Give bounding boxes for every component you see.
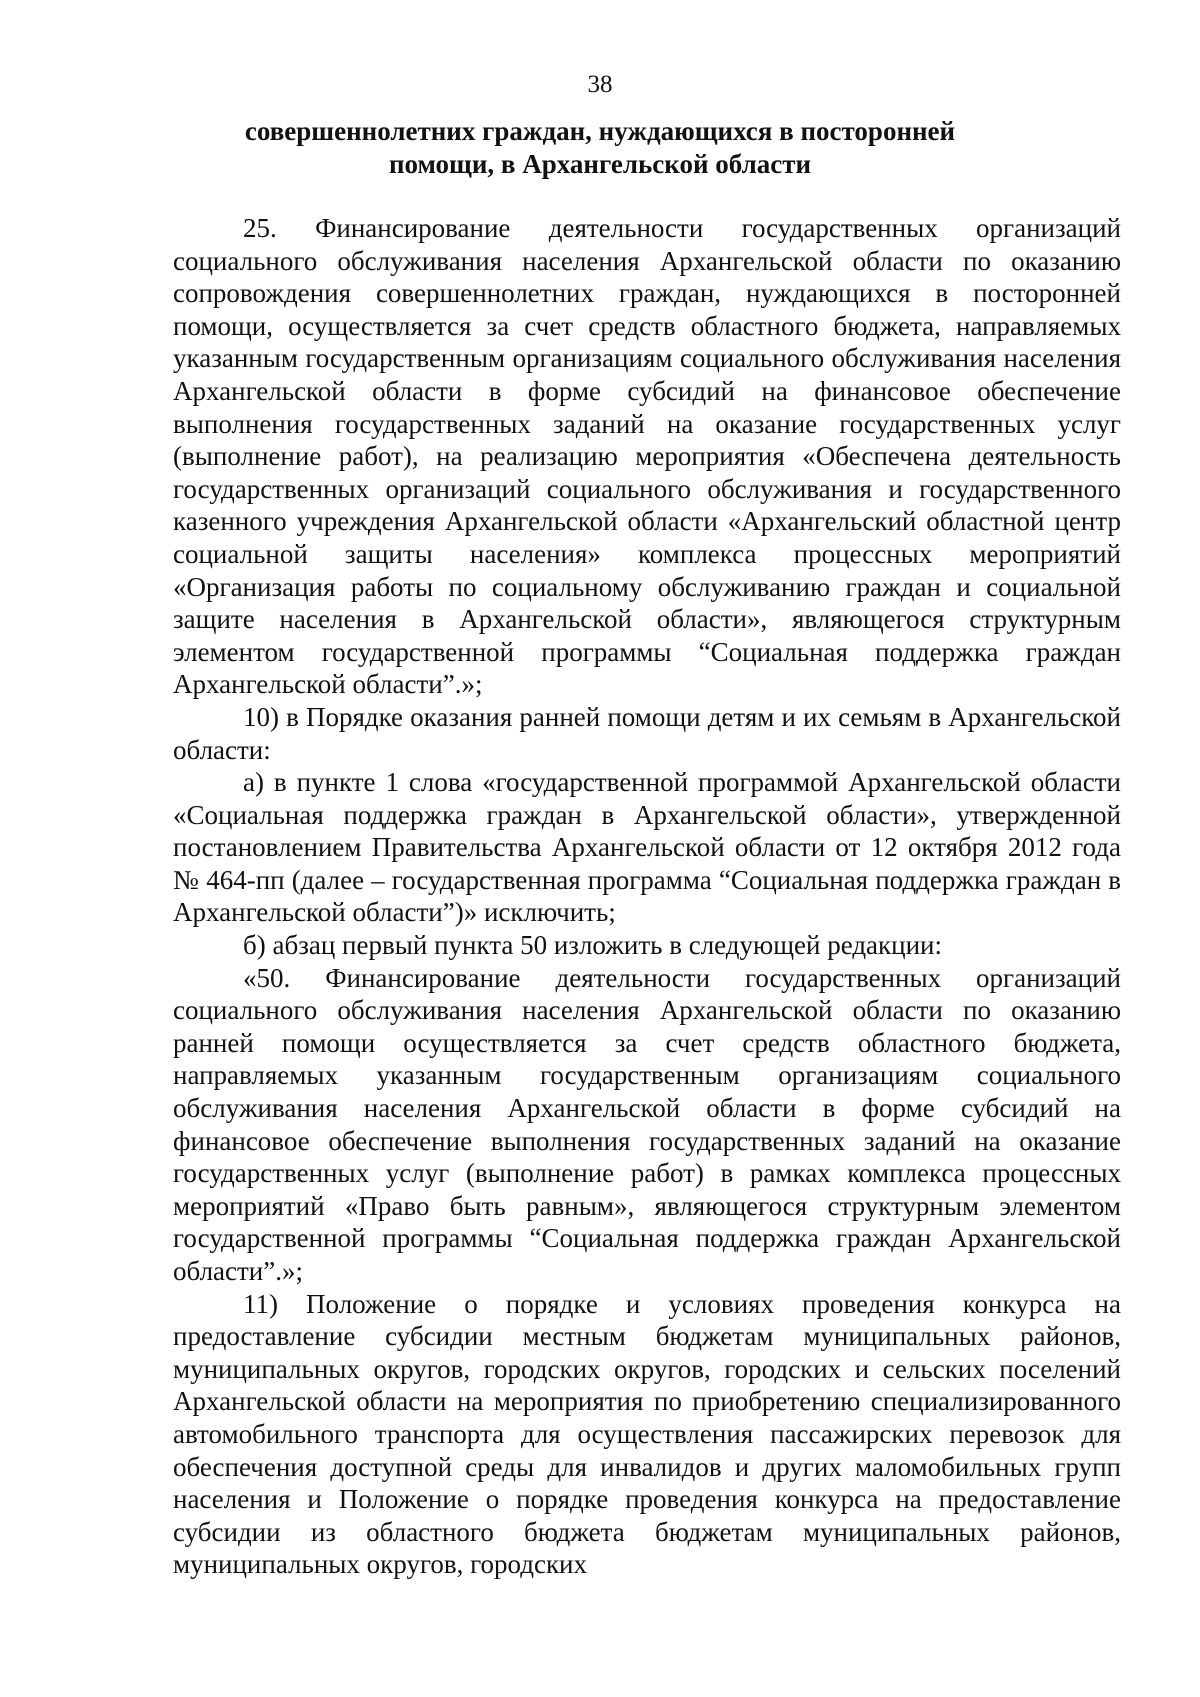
section-heading [220,115,980,181]
heading-line-2: помощи, в Архангельской области [388,149,812,179]
body-text [173,212,1121,1581]
paragraph-50: «50. Финансирование деятельности государственных организаций социального обслуживания населения Архангельской области по оказанию ранней помощи осуществляется за счет средств областного бюджета, направляемых указанным государственным организациям социального обслуживания населения Архангельской области в форме субсидий на финансовое обеспечение выполнения государственных заданий на оказание государственных услуг (выполнение работ) в рамках комплекса процессных мероприятий «Право быть равным», являющегося структурным элементом государственной программы “Социальная поддержка граждан Архангельской области”.»; [173,962,1121,1286]
heading-line-1: совершеннолетних граждан, нуждающихся в посторонней [244,116,956,146]
paragraph-item-11: 11) Положение о порядке и условиях проведения конкурса на предоставление субсидии местным бюджетам муниципальных районов, муниципальных округов, городских округов, городских и сельских поселений Архангельской области на мероприятия по приобретению специализированного автомобильного транспорта для осуществления пассажирских перевозок для обеспечения доступной среды для инвалидов и других маломобильных групп населения и Положение о порядке проведения конкурса на предоставление субсидии из областного бюджета бюджетам муниципальных районов, муниципальных округов, городских [173,1288,1121,1580]
page-number: 38 [587,71,613,98]
paragraph-25: 25. Финансирование деятельности государственных организаций социального обслуживания населения Архангельской области по оказанию сопровождения совершеннолетних граждан, нуждающихся в посторонней помощи, осуществляется за счет средств областного бюджета, направляемых указанным государственным организациям социального обслуживания населения Архангельской области в форме субсидий на финансовое обеспечение выполнения государственных заданий на оказание государственных услуг (выполнение работ), на реализацию мероприятия «Обеспечена деятельность государственных организаций социального обслуживания и государственного казенного учреждения Архангельской области «Архангельский областной центр социальной защиты населения» комплекса процессных мероприятий «Организация работы по социальному обслуживанию граждан и социальной защите населения в Архангельской области», являющегося структурным элементом государственной программы “Социальная поддержка граждан Архангельской области”.»; [173,213,1121,700]
paragraph-subitem-b: б) абзац первый пункта 50 изложить в следующей редакции: [243,930,943,961]
paragraph-item-10: 10) в Порядке оказания ранней помощи детям и их семьям в Архангельской области: [173,701,1121,765]
paragraph-subitem-a: а) в пункте 1 слова «государственной программой Архангельской области «Социальная поддержка граждан в Архангельской области», утвержденной постановлением Правительства Архангельской области от 12 октября 2012 года № 464-пп (далее – государственная программа “Социальная поддержка граждан в Архангельской области”)» исключить; [173,767,1121,928]
